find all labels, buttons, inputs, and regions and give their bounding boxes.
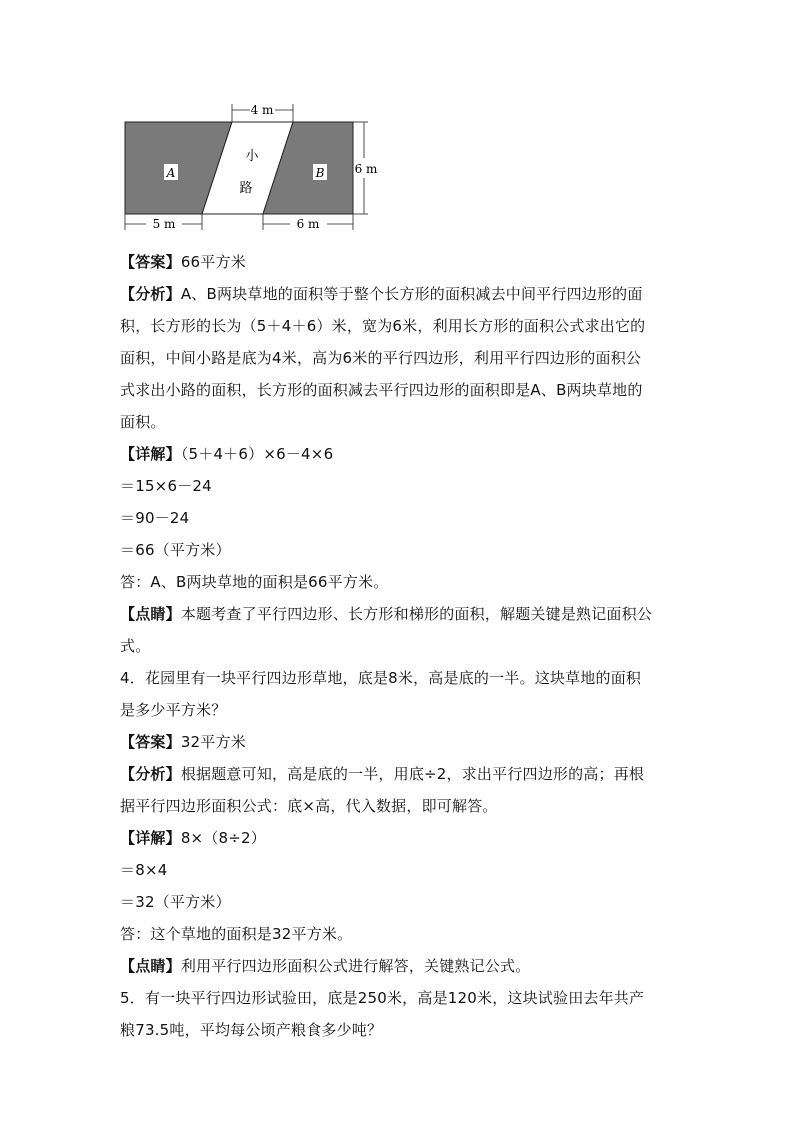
right-dimension-label: 6 m [354, 162, 378, 176]
bottom-right-dimension-label: 6 m [296, 217, 320, 231]
q3-detail-step: ＝15×6－24 [120, 477, 212, 495]
answer-tag: 【答案】 [120, 253, 181, 271]
comment-text: 利用平行四边形面积公式进行解答，关键熟记公式。 [180, 957, 531, 975]
path-label-2: 路 [239, 181, 253, 196]
q5-question-line: 5．有一块平行四边形试验田，底是250米，高是120米，这块试验田去年共产 [120, 989, 645, 1007]
solution-text [120, 246, 680, 1046]
comment-tag: 【点睛】 [120, 605, 181, 623]
detail-text: 8×（8÷2） [180, 829, 266, 847]
q3-analysis-line [120, 278, 680, 310]
answer-text: 32平方米 [180, 733, 246, 751]
bottom-left-dimension-label: 5 m [152, 217, 176, 231]
q4-answer-line [120, 726, 680, 758]
q4-detail-step: ＝8×4 [120, 861, 168, 879]
comment-tag: 【点睛】 [120, 957, 181, 975]
q3-detail-line [120, 438, 680, 470]
q4-comment-line [120, 950, 680, 982]
q4-question-line: 4．花园里有一块平行四边形草地，底是8米，高是底的一半。这块草地的面积 [120, 669, 642, 687]
q3-detail-step: ＝90－24 [120, 509, 190, 527]
q4-detail-line [120, 822, 680, 854]
path-label-1: 小 [245, 149, 259, 164]
q3-reply: 答：A、B两块草地的面积是66平方米。 [120, 573, 389, 591]
comment-text: 本题考查了平行四边形、长方形和梯形的面积，解题关键是熟记面积公 [180, 605, 653, 623]
garden-diagram [110, 96, 400, 238]
q3-comment-line: 式。 [120, 637, 151, 655]
q4-question-line: 是多少平方米？ [120, 701, 227, 719]
q3-detail-step: ＝66（平方米） [120, 541, 231, 559]
detail-text: （5＋4＋6）×6－4×6 [180, 445, 334, 463]
region-a-label: A [166, 166, 176, 180]
q4-analysis-line [120, 758, 680, 790]
q3-analysis-line: 式求出小路的面积，长方形的面积减去平行四边形的面积即是A、B两块草地的 [120, 381, 643, 399]
analysis-tag: 【分析】 [120, 285, 181, 303]
top-dimension-label: 4 m [250, 103, 274, 117]
q4-detail-step: ＝32（平方米） [120, 893, 231, 911]
detail-tag: 【详解】 [120, 829, 181, 847]
answer-tag: 【答案】 [120, 733, 181, 751]
q4-analysis-line: 据平行四边形面积公式：底×高，代入数据，即可解答。 [120, 797, 498, 815]
q3-comment-line [120, 598, 680, 630]
detail-tag: 【详解】 [120, 445, 181, 463]
analysis-text: A、B两块草地的面积等于整个长方形的面积减去中间平行四边形的面 [180, 285, 643, 303]
q3-analysis-line: 面积。 [120, 413, 166, 431]
q3-answer-line [120, 246, 680, 278]
analysis-text: 根据题意可知，高是底的一半，用底÷2，求出平行四边形的高；再根 [180, 765, 645, 783]
q4-reply: 答：这个草地的面积是32平方米。 [120, 925, 353, 943]
answer-text: 66平方米 [180, 253, 246, 271]
analysis-tag: 【分析】 [120, 765, 181, 783]
region-b-label: B [315, 166, 325, 180]
q5-question-line: 粮73.5吨，平均每公顷产粮食多少吨？ [120, 1021, 383, 1039]
q3-analysis-line: 面积，中间小路是底为4米，高为6米的平行四边形，利用平行四边形的面积公 [120, 349, 642, 367]
q3-analysis-line: 积，长方形的长为（5＋4＋6）米，宽为6米，利用长方形的面积公式求出它的 [120, 317, 646, 335]
